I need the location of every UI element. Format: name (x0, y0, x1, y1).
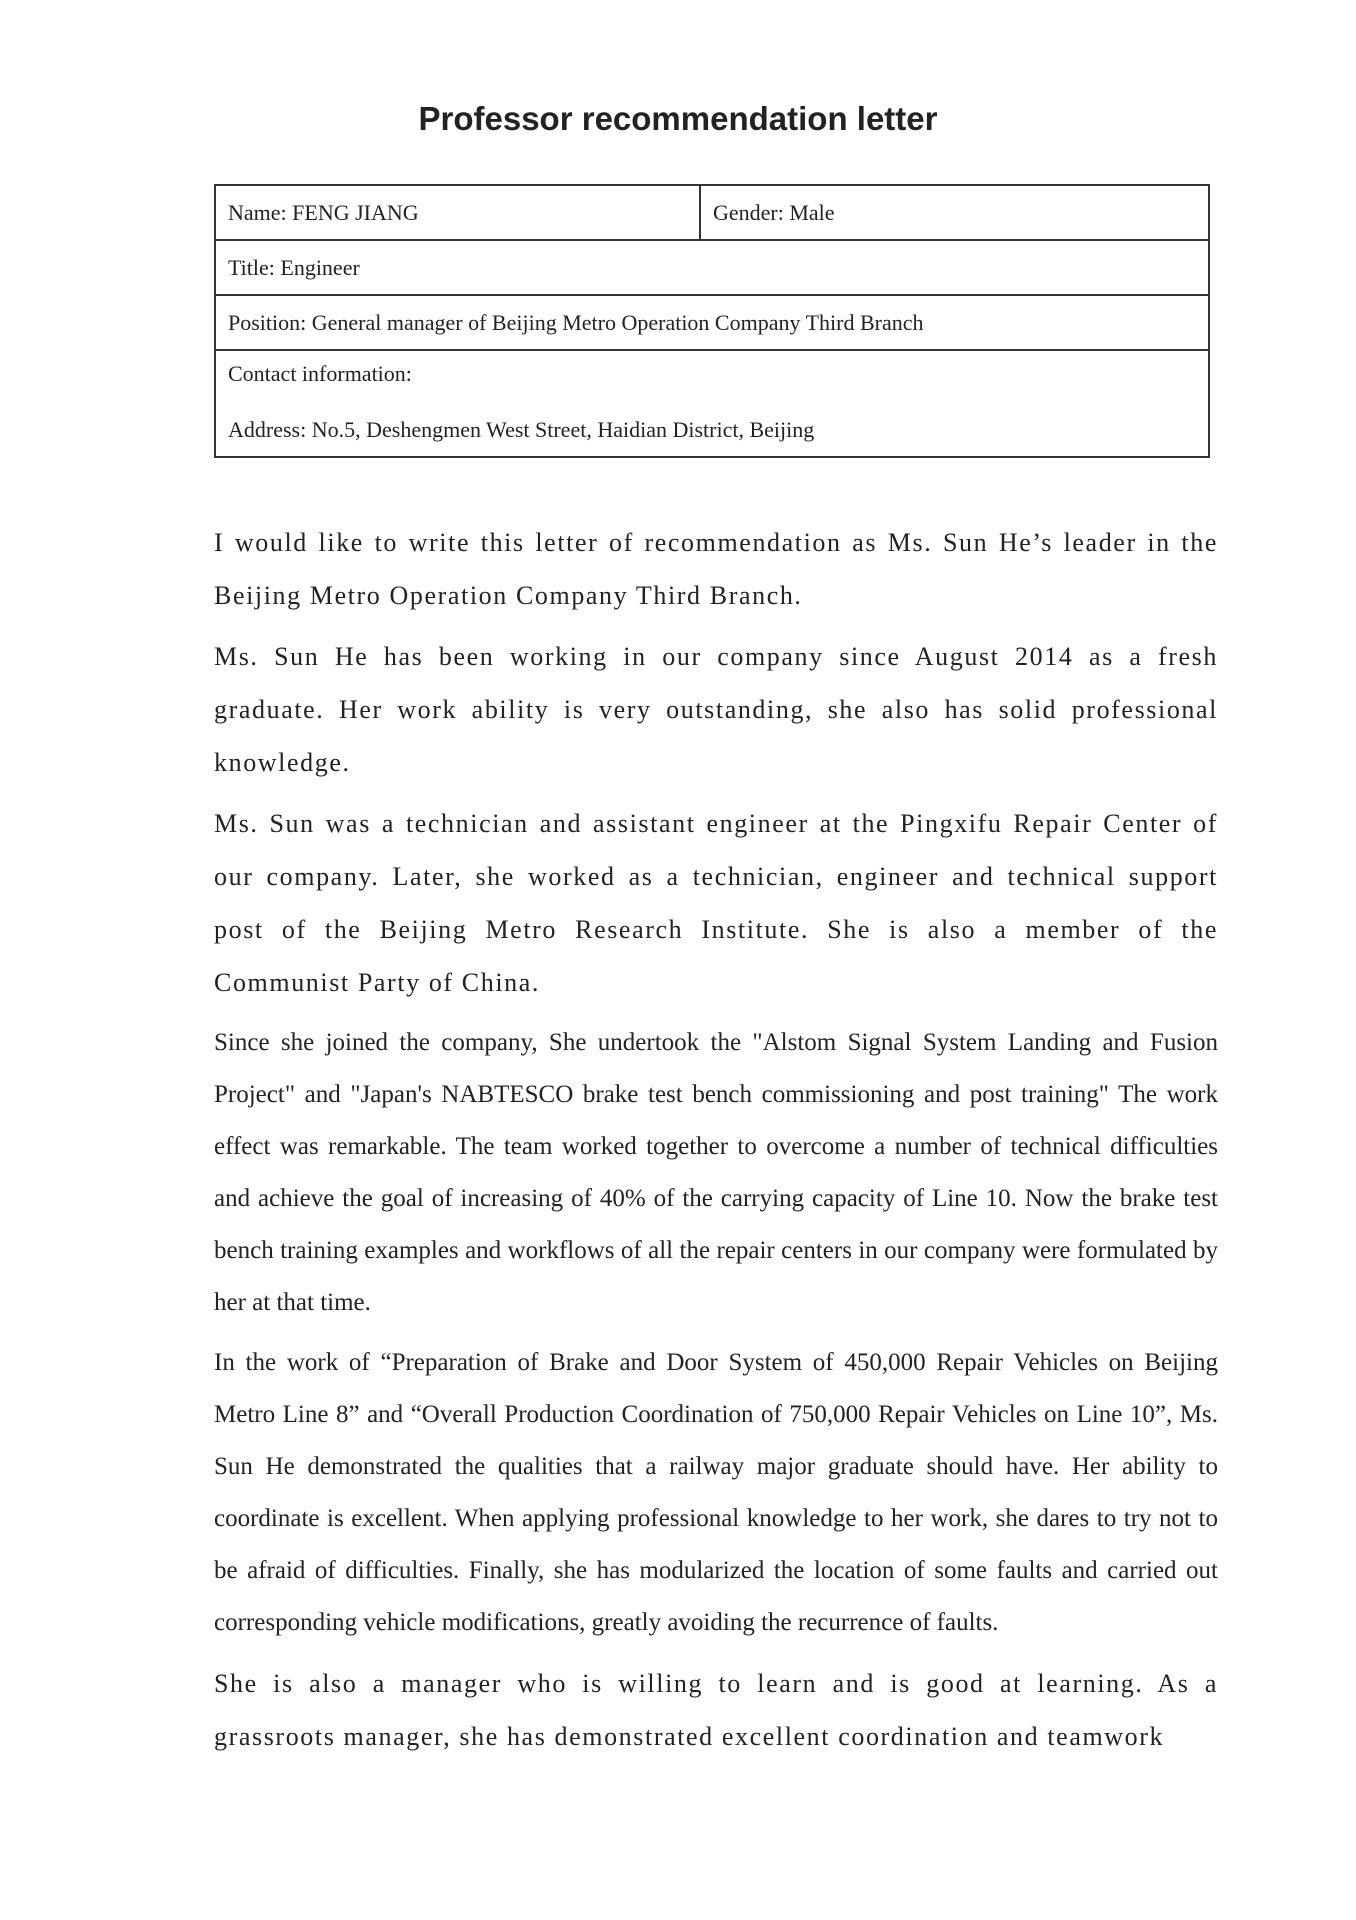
paragraph-6: She is also a manager who is willing to learn and is good at learning. As a grassroots manager, she has demonstrated excellent coordination and teamwork (214, 1669, 1218, 1751)
letter-body (214, 516, 1218, 1771)
info-row-position (216, 296, 1208, 351)
info-row-contact (216, 351, 1208, 456)
paragraph-4: Since she joined the company, She undertook the "Alstom Signal System Landing and Fusion Project" and "Japan's NABTESCO brake test bench commissioning and post training" The work effect was remarkable. The team worked together to overcome a number of technical difficulties and achieve the goal of increasing of 40% of the carrying capacity of Line 10. Now the brake test bench training examples and workflows of all the repair centers in our company were formulated by her at that time. (214, 1029, 1218, 1316)
info-table (214, 184, 1210, 458)
name-cell: Name: FENG JIANG (228, 199, 419, 225)
paragraph-1: I would like to write this letter of recommendation as Ms. Sun He’s leader in the Beijing Metro Operation Company Third Branch. (214, 528, 1218, 610)
info-row-name-gender (216, 186, 1208, 241)
paragraph-2: Ms. Sun He has been working in our company since August 2014 as a fresh graduate. Her work ability is very outstanding, she also has solid professional knowledge. (214, 642, 1218, 777)
gender-cell: Gender: Male (699, 186, 1208, 239)
position-cell: Position: General manager of Beijing Metro Operation Company Third Branch (228, 309, 924, 335)
info-row-title (216, 241, 1208, 296)
letter-title: Professor recommendation letter (418, 100, 938, 137)
paragraph-5: In the work of “Preparation of Brake and Door System of 450,000 Repair Vehicles on Beijing Metro Line 8” and “Overall Production Coordination of 750,000 Repair Vehicles on Line 10”, Ms. Sun He demonstrated the qualities that a railway major graduate should have. Her ability to coordinate is excellent. When applying professional knowledge to her work, she dares to try not to be afraid of difficulties. Finally, she has modularized the location of some faults and carried out corresponding vehicle modifications, greatly avoiding the recurrence of faults. (214, 1349, 1218, 1636)
paragraph-3: Ms. Sun was a technician and assistant engineer at the Pingxifu Repair Center of our company. Later, she worked as a technician, engineer and technical support post of the Beijing Metro Research Institute. She is also a member of the Communist Party of China. (214, 809, 1218, 997)
title-cell: Title: Engineer (228, 254, 360, 280)
address-line: Address: No.5, Deshengmen West Street, Haidian District, Beijing (228, 417, 815, 442)
contact-label: Contact information: (228, 361, 412, 386)
